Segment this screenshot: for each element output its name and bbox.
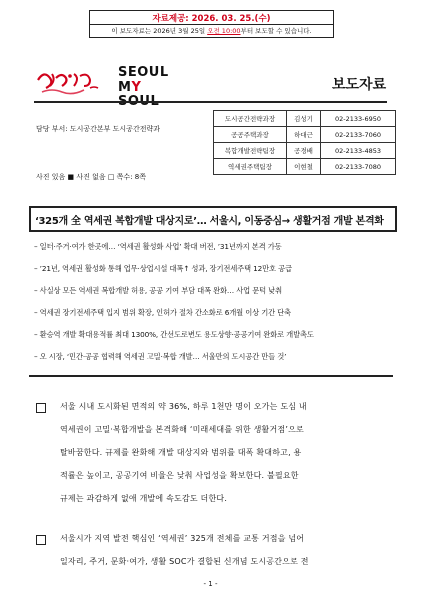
release-divider	[90, 24, 333, 25]
paragraph-line: 탈바꿈한다. 규제를 완화해 개발 대상지와 범위를 대폭 확대하고, 용	[60, 448, 302, 457]
photo-pages-label: 사진 있음 ■ 사진 없음 □ 쪽수: 8쪽	[36, 173, 146, 181]
contact-phone: 02-2133-7060	[321, 127, 396, 143]
subpoint: – 환승역 개발 확대용적률 최대 1300%, 간선도로변도 용도상향·공공기여 완화로 개발촉도	[34, 330, 314, 339]
logo-soul: SOUL	[118, 94, 160, 109]
contact-row	[214, 111, 396, 127]
paragraph-line: 서울시가 지역 발전 핵심인 ‘역세권’ 325개 전체를 교통 거점을 넘어	[60, 534, 305, 543]
logo-seoul-word: SEOUL	[118, 65, 169, 80]
contact-row	[214, 159, 396, 175]
embargo-time: 오전 10:00	[207, 27, 241, 35]
subpoint: – 사실상 모든 역세권 복합개발 허용, 공공 기여 부담 대폭 완화… 사업 문턱 낮춰	[34, 286, 282, 295]
release-info-box	[89, 10, 334, 38]
slogan-logo	[34, 66, 104, 96]
contact-row	[214, 127, 396, 143]
contact-phone: 02-2133-7080	[321, 159, 396, 175]
press-release-title: 보도자료	[332, 77, 387, 93]
contact-phone: 02-2133-6950	[321, 111, 396, 127]
subpoint: – 역세권 장기전세주택 입지 범위 확장, 인허가 절차 간소화로 6개월 이상 기간 단축	[34, 308, 291, 317]
page-number: - 1 -	[203, 580, 218, 588]
logo-my-soul-word	[118, 81, 178, 109]
contact-phone: 02-2133-4853	[321, 143, 396, 159]
paragraph-box-bullet	[36, 403, 46, 413]
logo-m: M	[118, 80, 132, 95]
paragraph-line: 적률은 높이고, 공공기여 비율은 낮춰 사업성을 확보한다. 불필요한	[60, 471, 299, 480]
contact-row	[214, 143, 396, 159]
logo-heart-y: Y	[131, 80, 142, 95]
subpoint: – 일터·주거·여가 한곳에… ‘역세권 활성화 사업’ 확대 버전, ’31년까지 본격 가동	[34, 242, 282, 251]
headline-box	[29, 206, 397, 232]
department-label: 담당 부서: 도시공간본부 도시공간전략과	[36, 125, 160, 133]
contact-name: 하대근	[287, 127, 321, 143]
contact-name: 김성기	[287, 111, 321, 127]
paragraph-line: 규제는 과감하게 없애 개발에 속도감도 더한다.	[60, 494, 228, 503]
header-divider	[34, 101, 387, 103]
headline: ‘325개 全 역세권 복합개발 대상지로’… 서울시, 이동중심→ 생활거점 개발 본격화	[35, 216, 384, 227]
embargo-post: 부터 보도할 수 있습니다.	[240, 27, 312, 35]
embargo-notice	[90, 26, 333, 35]
contact-name: 이현철	[287, 159, 321, 175]
subpoints-divider	[29, 375, 393, 377]
contact-name: 공경배	[287, 143, 321, 159]
contact-dept: 공공주택과장	[214, 127, 287, 143]
paragraph-box-bullet	[36, 535, 46, 545]
embargo-pre: 이 보도자료는 2026년 3월 25일	[111, 27, 208, 35]
paragraph-line: 일자리, 주거, 문화·여가, 생활 SOC가 결합된 신개념 도시공간으로 전	[60, 557, 309, 566]
subpoint: – 오 시장, ‘민간·공공 협력해 역세권 고밀·복합 개발… 서울만의 도시공간 만들 것’	[34, 352, 287, 361]
contact-dept: 역세권주택팀장	[214, 159, 287, 175]
subpoint: – ’21년, 역세권 활성화 통해 업무·상업시설 대폭↑ 성과, 장기전세주택 12만호 공급	[34, 264, 292, 273]
contact-dept: 복합개발전략팀장	[214, 143, 287, 159]
paragraph-line: 역세권이 고밀·복합개발을 본격화해 ‘미래세대를 위한 생활거점’으로	[60, 425, 304, 434]
release-date: 자료제공: 2026. 03. 25.(수)	[152, 14, 271, 24]
contact-table	[213, 110, 396, 175]
contact-dept: 도시공간전략과장	[214, 111, 287, 127]
paragraph-line: 서울 시내 도시화된 면적의 약 36%, 하루 1천만 명이 오가는 도심 내	[60, 402, 307, 411]
seoul-my-soul-logo	[118, 65, 178, 109]
